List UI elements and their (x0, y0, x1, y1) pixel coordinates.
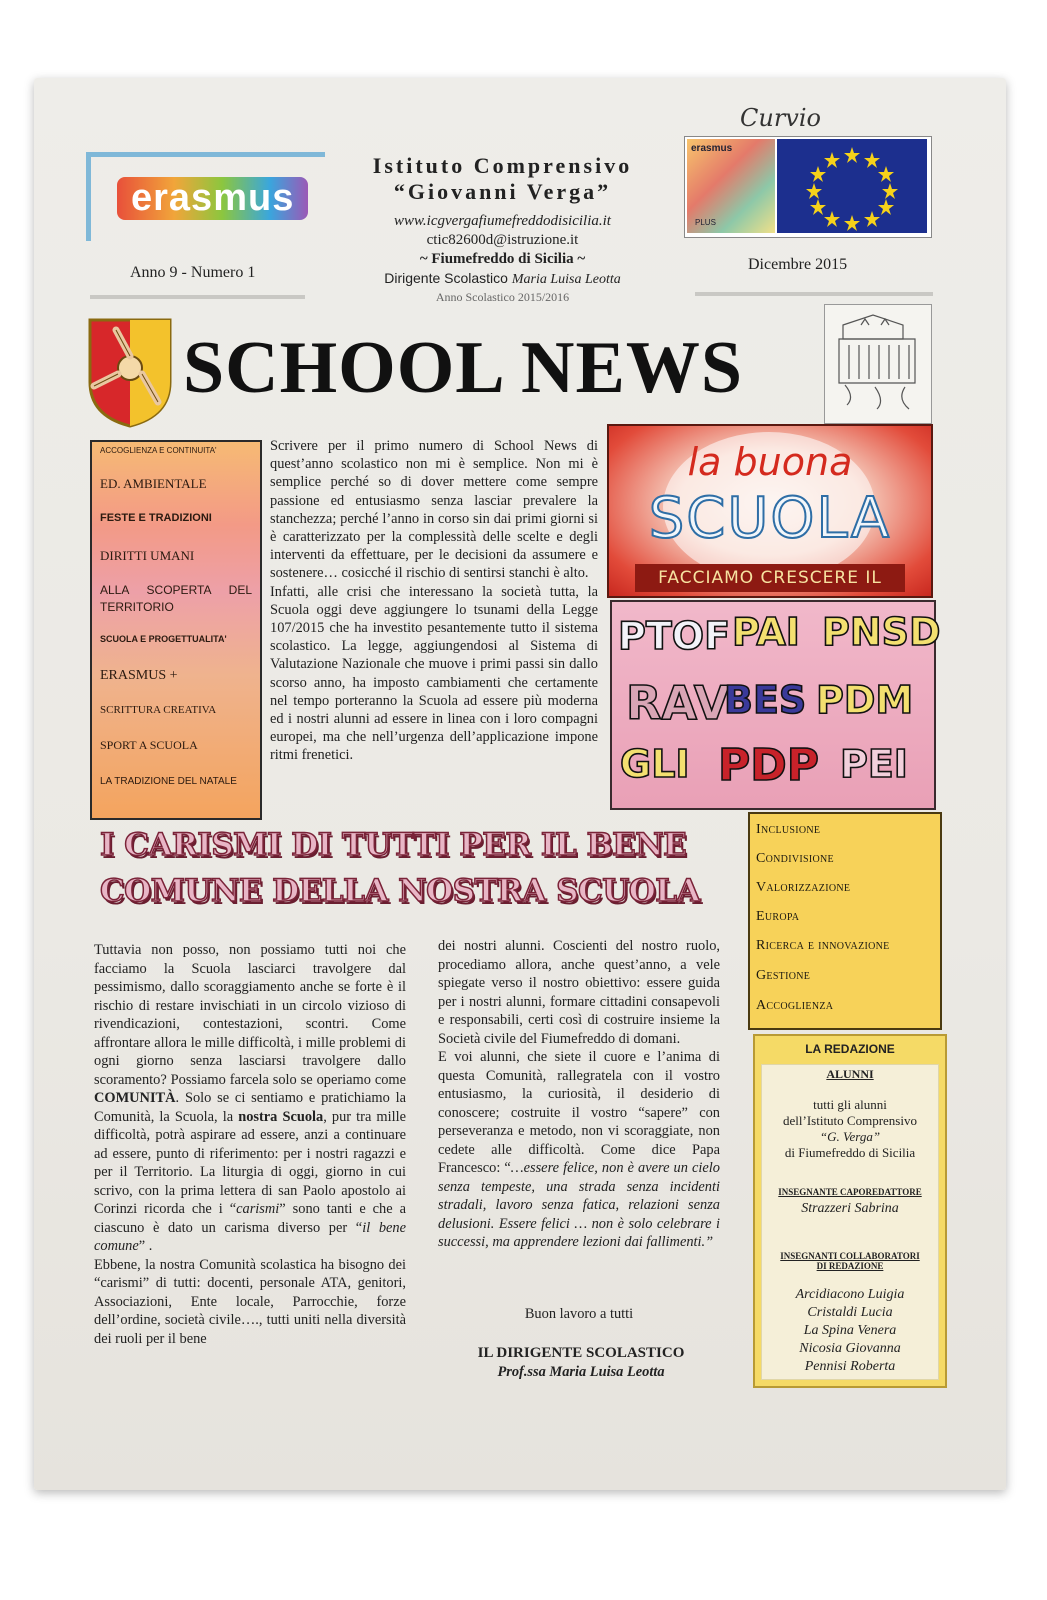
menu-item-accoglienza[interactable]: ACCOGLIENZA E CONTINUITA' (100, 446, 217, 455)
dirigente-label: Dirigente Scolastico (384, 270, 508, 286)
acronym-gli: GLI (620, 742, 690, 786)
intro-paragraph-2: Infatti, alle crisi che interessano la società tutta, la Scuola oggi deve aggiungere lo tsunami della Legge 107/2015 che ha investito pesantemente tutto il sistema scolastico. La legge, aggiungendosi al Sistema di Valutazione Nazionale che muove i primi passi sin dallo scorso anno, ha imposto cambiamenti che certamente nel tempo porteranno la Scuola ad essere più moderna ed i nostri alunni ad essere in linea con i loro compagni europei, ma che nell’urgenza dell’applicazione impone ritmi frenetici. (270, 583, 598, 764)
acronym-pai: PAI (732, 610, 800, 654)
institute-name-line2: “Giovanni Verga” (393, 179, 612, 204)
menu-item-territorio[interactable]: ALLA SCOPERTA DEL TERRITORIO (100, 583, 252, 614)
acronym-pnsd: PNSD (822, 610, 941, 654)
column1-paragraph-1: Tuttavia non posso, non possiamo tutti noi che facciamo la Scuola lasciarci travolgere dal pessimismo, dallo scoraggiamento anche se forte è il rischio di restare invischiati in un circolo vizioso di rivendicazioni, contestazioni, scontri. Come affrontare allora le mille difficoltà, i mille problemi di ogni giorno senza lasciarsi travolgere dallo scoramento? Possiamo farcela solo se operiamo come COMUNITÀ. Solo se ci sentiamo e pratichiamo la Comunità, la Scuola, la nostra Scuola, pur tra mille difficoltà, potrà aspirare ad essere, anzi a continuare ad essere, punto di riferimento: per i nostri ragazzi e per il Territorio. La liturgia di oggi, giorno in cui scrivo, con la prima lettera di san Paolo apostolo ai Corinzi ricorda che i “carismi” sono tanti e che a ciascuno è dato un carisma diverso per “il bene comune” . (94, 942, 406, 1254)
value-europa: Europa (756, 909, 800, 924)
eu-badge-text: erasmus (691, 143, 733, 154)
eu-badge-plus: PLUS (695, 218, 716, 227)
article-column-2 (438, 937, 720, 1252)
erasmus-plus-eu-badge (684, 136, 932, 238)
institute-header (330, 153, 675, 305)
collaboratori-label-2: DI REDAZIONE (816, 1261, 884, 1271)
sections-menu (90, 440, 262, 820)
acronym-pdm: PDM (816, 678, 914, 722)
issue-date: Dicembre 2015 (748, 256, 848, 273)
collaboratori-label-1: INSEGNANTI COLLABORATORI (780, 1251, 920, 1261)
value-ricerca: Ricerca e innovazione (756, 938, 890, 953)
newspaper-title: SCHOOL NEWS (183, 327, 744, 409)
menu-item-diritti-umani[interactable]: DIRITTI UMANI (100, 548, 195, 563)
pope-quote: …essere felice, non è avere un cielo senza tempeste, una strada senza incidenti stradali, lavoro senza fatica, relazioni senza delusioni. Essere felici … non è solo celebrare i successi, ma apprendere lezioni dai fallimenti.” (438, 1160, 720, 1250)
eu-flag-icon (777, 139, 927, 233)
column1-paragraph-2: Ebbene, la nostra Comunità scolastica ha bisogno dei “carismi” di tutti: docenti, personale ATA, genitori, Associazioni, Ente locale, Parrocchie, forze dell’ordine, società civile…., tutti uniti nella diversità dei ruoli per il bene (94, 1256, 406, 1347)
collaborator-5: Pennisi Roberta (804, 1359, 896, 1374)
acronyms-panel (610, 600, 941, 810)
headline-line1: I CARISMI DI TUTTI PER IL BENE (100, 827, 687, 863)
header-rule-left (90, 295, 305, 299)
menu-item-natale[interactable]: LA TRADIZIONE DEL NATALE (100, 776, 237, 787)
collaborator-3: La Spina Venera (803, 1323, 897, 1338)
buona-scuola-line2: SCUOLA (648, 486, 892, 551)
alunni-line3: “G. Verga” (819, 1129, 881, 1144)
collaborator-2: Cristaldi Lucia (807, 1305, 893, 1320)
redazione-title: LA REDAZIONE (805, 1042, 895, 1056)
alunni-line2: dell’Istituto Comprensivo (783, 1113, 917, 1128)
buona-scuola-band: FACCIAMO CRESCERE IL (635, 564, 905, 592)
header-rule-right (695, 292, 933, 296)
issue-number: Anno 9 - Numero 1 (130, 264, 256, 281)
menu-item-ed-ambientale[interactable]: ED. AMBIENTALE (100, 476, 207, 491)
collaborator-4: Nicosia Giovanna (799, 1341, 901, 1356)
menu-item-progettualita[interactable]: SCUOLA E PROGETTUALITA' (100, 634, 227, 644)
intro-paragraph-1: Scrivere per il primo numero di School News di quest’anno scolastico non mi è semplice. Non mi è semplice perché so di dover mettere come sempre passione ed entusiasmo senza lasciar prevalere la stanchezza; perché l’anno in corso sin dai primi giorni si è caratterizzato per la complessità delle scelte e degli interventi da effettuare, per le decisioni da assumere e sostenere… cosicché il rischio di sentirsi stanchi è alto. (270, 438, 598, 582)
article-column-1 (94, 941, 406, 1348)
dirigente-name: Maria Luisa Leotta (511, 272, 621, 287)
value-accoglienza: Accoglienza (756, 998, 834, 1013)
redazione-inner (761, 1064, 939, 1380)
menu-item-feste[interactable]: FESTE E TRADIZIONI (100, 512, 212, 524)
alunni-label: ALUNNI (826, 1067, 874, 1081)
headline-line2: COMUNE DELLA NOSTRA SCUOLA (100, 873, 701, 909)
column2-paragraph-2: E voi alunni, che siete il cuore e l’anima di questa Comunità, rallegratela con il vostro entusiasmo, la curiosità, il desiderio di conoscere; costruite il vostro “sapere” con perseveranza e metodo, non vi scoraggiate, non cedete alle difficoltà. Come dice Papa Francesco: “…essere felice, non è avere un cielo senza tempeste, una strada senza incidenti stradali, lavoro senza fatica, relazioni senza delusioni. Essere felici … non è solo celebrare i successi, ma apprendere lezioni dai fallimenti.” (438, 1049, 720, 1250)
buona-scuola-banner (607, 424, 933, 598)
value-inclusione: Inclusione (756, 822, 821, 837)
acronym-rav: RAV (626, 676, 730, 730)
menu-item-scrittura[interactable]: SCRITTURA CREATIVA (100, 704, 217, 716)
menu-item-erasmus[interactable]: ERASMUS + (100, 668, 178, 683)
erasmus-logo-text: erasmus (117, 177, 308, 220)
menu-item-sport[interactable]: SPORT A SCUOLA (100, 738, 198, 752)
caporedattore-label: INSEGNANTE CAPOREDATTORE (778, 1187, 922, 1197)
school-year: Anno Scolastico 2015/2016 (435, 290, 570, 304)
handwritten-note: Curvio (740, 104, 821, 132)
article-headline (100, 822, 740, 914)
closing-line: Buon lavoro a tutti (524, 1306, 634, 1322)
intro-article (270, 437, 598, 765)
value-valorizzazione: Valorizzazione (756, 880, 851, 895)
dirigente-line (330, 269, 675, 289)
signature-title: IL DIRIGENTE SCOLASTICO (477, 1345, 685, 1361)
values-box (748, 812, 942, 1030)
editorial-staff-box (753, 1034, 947, 1388)
acronym-pdp: PDP (718, 740, 820, 791)
sicily-coat-of-arms-icon (86, 316, 174, 428)
europe-map-image (687, 139, 775, 233)
value-condivisione: Condivisione (756, 851, 834, 866)
institute-name-line1: Istituto Comprensivo (372, 153, 633, 178)
value-gestione: Gestione (756, 968, 811, 983)
alunni-line1: tutti gli alunni (813, 1097, 887, 1112)
signature-name: Prof.ssa Maria Luisa Leotta (497, 1364, 665, 1380)
caporedattore-name: Strazzeri Sabrina (801, 1201, 899, 1216)
school-building-sketch-icon (824, 304, 932, 424)
buona-scuola-line1: la buona (687, 440, 853, 484)
acronym-ptof: PTOF (618, 614, 731, 658)
website-link[interactable]: www.icgvergafiumefreddodisicilia.it (394, 213, 611, 229)
column2-paragraph-1: dei nostri alunni. Coscienti del nostro ruolo, procediamo allora, anche quest’anno, a vele spiegate verso il nostro obiettivo: essere guida per i nostri alunni, formare cittadini consapevoli e responsabili, certi così di costruire insieme la Società civile del Fiumefreddo di domani. (438, 938, 720, 1047)
place-name: ~ Fiumefreddo di Sicilia ~ (419, 251, 586, 267)
collaborator-1: Arcidiacono Luigia (795, 1287, 905, 1302)
acronym-pei: PEI (840, 742, 908, 786)
acronym-bes: BES (724, 678, 807, 722)
erasmus-logo (86, 152, 325, 241)
email-link[interactable]: ctic82600d@istruzione.it (426, 232, 579, 248)
alunni-line4: di Fiumefreddo di Sicilia (784, 1145, 916, 1160)
